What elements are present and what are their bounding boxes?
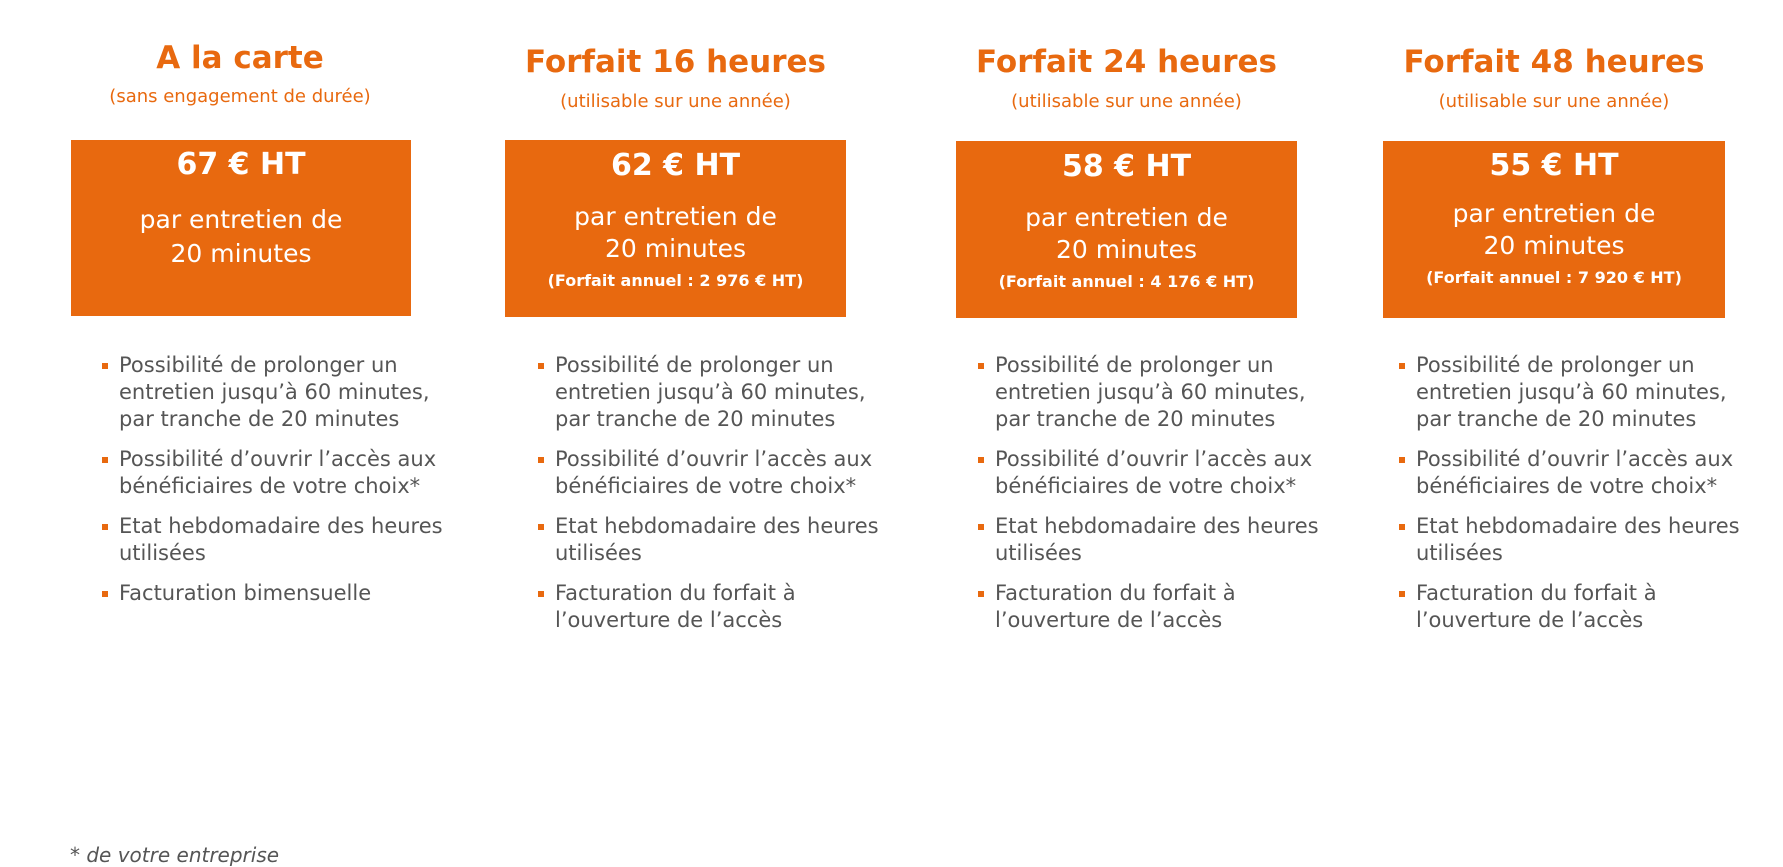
feature-item [962,446,1322,500]
annual-price: (Forfait annuel : 7 920 € HT) [1426,268,1682,287]
annual-price: (Forfait annuel : 4 176 € HT) [998,272,1255,291]
feature-item [1383,446,1743,500]
price: 67 € HT [176,147,306,182]
feature-list [1383,352,1743,647]
bullet-icon [102,457,108,463]
bullet-icon [978,524,984,530]
feature-text: Facturation du forfait à l’ouverture de l’accès [1416,581,1657,632]
feature-list [522,352,882,647]
feature-text: Etat hebdomadaire des heures utilisées [119,514,443,565]
feature-text: Possibilité d’ouvrir l’accès aux bénéficiaires de votre choix* [1416,447,1734,498]
feature-item [522,513,882,567]
bullet-icon [538,363,544,369]
feature-text: Etat hebdomadaire des heures utilisées [555,514,879,565]
bullet-icon [1399,457,1405,463]
price-box [1383,141,1725,318]
feature-text: Possibilité de prolonger un entretien jusqu’à 60 minutes, par tranche de 20 minutes [1416,353,1727,431]
feature-text: Etat hebdomadaire des heures utilisées [1416,514,1740,565]
bullet-icon [102,591,108,597]
bullet-icon [978,363,984,369]
price-unit-line-2: 20 minutes [170,239,312,268]
feature-item [522,352,882,433]
bullet-icon [978,457,984,463]
plan-subtitle: (utilisable sur une année) [560,91,791,112]
price-unit-line-1: par entretien de [1025,203,1228,232]
plan-title: A la carte [156,40,324,76]
price-box [956,141,1297,318]
plan-subtitle: (utilisable sur une année) [1438,91,1670,112]
bullet-icon [1399,591,1405,597]
price-box [71,140,411,316]
plan-subtitle: (utilisable sur une année) [1011,91,1242,112]
bullet-icon [1399,363,1405,369]
feature-list [962,352,1322,647]
feature-item [522,446,882,500]
price-unit-line-2: 20 minutes [605,234,746,263]
feature-item [86,352,446,433]
price-box [505,140,846,317]
feature-text: Possibilité d’ouvrir l’accès aux bénéficiaires de votre choix* [995,447,1313,498]
plan-title: Forfait 16 heures [524,44,826,80]
feature-item [962,352,1322,433]
price-unit-line-1: par entretien de [574,202,777,231]
plan-subtitle: (sans engagement de durée) [109,86,371,107]
price-unit-line-2: 20 minutes [1056,235,1197,264]
feature-text: Facturation du forfait à l’ouverture de l’accès [995,581,1236,632]
price-unit-line-2: 20 minutes [1483,231,1625,260]
feature-item [962,513,1322,567]
plan-title: Forfait 48 heures [1403,44,1705,80]
feature-item [86,580,446,607]
bullet-icon [102,363,108,369]
feature-list [86,352,446,620]
price-unit-line-1: par entretien de [1452,199,1656,228]
price: 58 € HT [1061,149,1192,184]
price: 55 € HT [1489,148,1619,183]
feature-item [86,446,446,500]
feature-text: Possibilité de prolonger un entretien jusqu’à 60 minutes, par tranche de 20 minutes [995,353,1306,431]
price-unit-line-1: par entretien de [139,205,343,234]
feature-text: Etat hebdomadaire des heures utilisées [995,514,1319,565]
feature-text: Possibilité de prolonger un entretien jusqu’à 60 minutes, par tranche de 20 minutes [555,353,866,431]
feature-text: Possibilité de prolonger un entretien jusqu’à 60 minutes, par tranche de 20 minutes [119,353,430,431]
feature-item [1383,580,1743,634]
bullet-icon [538,457,544,463]
price: 62 € HT [610,148,741,183]
feature-text: Facturation bimensuelle [119,581,372,605]
bullet-icon [538,524,544,530]
bullet-icon [1399,524,1405,530]
annual-price: (Forfait annuel : 2 976 € HT) [547,271,804,290]
feature-text: Possibilité d’ouvrir l’accès aux bénéficiaires de votre choix* [555,447,873,498]
feature-text: Possibilité d’ouvrir l’accès aux bénéficiaires de votre choix* [119,447,437,498]
feature-item [1383,352,1743,433]
plan-title: Forfait 24 heures [975,44,1277,80]
feature-text: Facturation du forfait à l’ouverture de l’accès [555,581,796,632]
feature-item [86,513,446,567]
bullet-icon [538,591,544,597]
bullet-icon [102,524,108,530]
feature-item [1383,513,1743,567]
feature-item [962,580,1322,634]
feature-item [522,580,882,634]
bullet-icon [978,591,984,597]
footnote: * de votre entreprise [70,843,280,867]
